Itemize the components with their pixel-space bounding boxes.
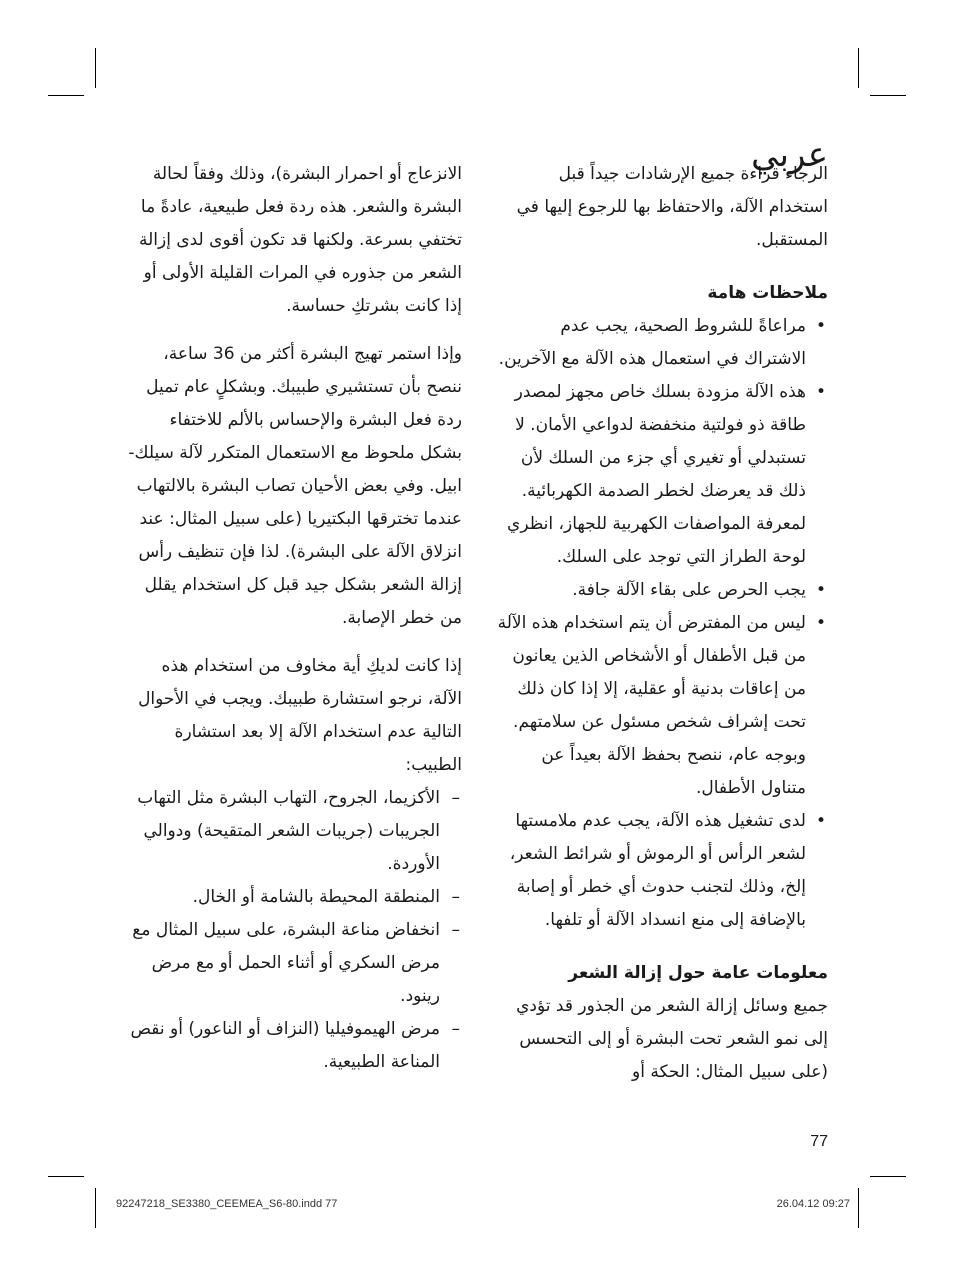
condition-text: المنطقة المحيطة بالشامة أو الخال. [192, 887, 440, 907]
right-column [494, 158, 828, 1089]
page-number: 77 [810, 1133, 828, 1150]
condition-text: الأكزيما، الجروح، التهاب البشرة مثل التهاب الجريبات (جريبات الشعر المتقيحة) ودوالي الأوردة. [137, 788, 440, 874]
note-text: لدى تشغيل هذه الآلة، يجب عدم ملامستها لشعر الرأس أو الرموش أو شرائط الشعر، إلخ، وذلك لتجنب حدوث أي خطر أو إصابة بالإضافة إلى منع انسداد الآلة أو تلفها. [509, 811, 806, 930]
irritation-paragraph: وإذا استمر تهيج البشرة أكثر من 36 ساعة، ننصح بأن تستشيري طبيبك. وبشكلٍ عام تميل ردة فعل البشرة والإحساس بالألم للاختفاء بشكل ملحوظ مع الاستعمال المتكرر لآلة سيلك-ابيل. وفي بعض الأحيان تصاب البشرة بالالتهاب عندما تخترقها البكتيريا (على سبيل المثال: عند انزلاق الآلة على البشرة). لذا فإن تنظيف رأس إزالة الشعر بشكل جيد قبل كل استخدام يقلل من خطر الإصابة. [128, 344, 462, 628]
footer-filename: 92247218_SE3380_CEEMEA_S6-80.indd 77 [116, 1198, 338, 1210]
list-item: • لدى تشغيل هذه الآلة، يجب عدم ملامستها لشعر الرأس أو الرموش أو شرائط الشعر، إلخ، وذلك لتجنب حدوث أي خطر أو إصابة بالإضافة إلى منع انسداد الآلة أو تلفها. [509, 811, 826, 930]
general-paragraph: جميع وسائل إزالة الشعر من الجذور قد تؤدي إلى نمو الشعر تحت البشرة أو إلى التحسس (على سبيل المثال: الحكة أو [516, 996, 828, 1082]
list-item: – المنطقة المحيطة بالشامة أو الخال. [192, 887, 460, 907]
left-column [128, 158, 462, 1079]
crop-mark [858, 48, 859, 88]
crop-mark [870, 1176, 906, 1177]
condition-text: انخفاض مناعة البشرة، على سبيل المثال مع مرض السكري أو أثناء الحمل أو مع مرض رينود. [132, 920, 440, 1006]
conditions-list [128, 782, 462, 1079]
crop-mark [48, 1176, 84, 1177]
notes-list [494, 310, 828, 937]
note-text: يجب الحرص على بقاء الآلة جافة. [572, 580, 806, 600]
footer-datetime: 26.04.12 09:27 [776, 1198, 850, 1210]
consult-paragraph: إذا كانت لديكِ أية مخاوف من استخدام هذه الآلة، نرجو استشارة طبيبك. ويجب في الأحوال التالية عدم استخدام الآلة إلا بعد استشارة الطبيب: [138, 656, 462, 775]
crop-mark [95, 1188, 96, 1228]
list-item: • هذه الآلة مزودة بسلك خاص مجهز لمصدر طاقة ذو فولتية منخفضة لدواعي الأمان. لا تستبدلي أو تغيري أي جزء من السلك لأن ذلك قد يعرضك لخطر الصدمة الكهربائية. لمعرفة المواصفات الكهربية للجهاز، انظري لوحة الطراز التي توجد على السلك. [507, 382, 826, 567]
note-text: ليس من المفترض أن يتم استخدام هذه الآلة من قبل الأطفال أو الأشخاص الذين يعانون من إعاقات بدنية أو عقلية، إلا إذا كان ذلك تحت إشراف شخص مسئول عن سلامتهم. وبوجه عام، ننصح بحفظ الآلة بعيداً عن متناول الأطفال. [497, 613, 806, 798]
general-heading: معلومات عامة حول إزالة الشعر [568, 963, 828, 983]
condition-text: مرض الهيموفيليا (النزاف أو الناعور) أو نقص المناعة الطبيعية. [130, 1019, 440, 1072]
crop-mark [858, 1188, 859, 1228]
crop-mark [95, 48, 96, 88]
note-text: مراعاةً للشروط الصحية، يجب عدم الاشتراك في استعمال هذه الآلة مع الآخرين. [498, 316, 806, 369]
note-text: هذه الآلة مزودة بسلك خاص مجهز لمصدر طاقة ذو فولتية منخفضة لدواعي الأمان. لا تستبدلي أو تغيري أي جزء من السلك لأن ذلك قد يعرضك لخطر الصدمة الكهربائية. لمعرفة المواصفات الكهربية للجهاز، انظري لوحة الطراز التي توجد على السلك. [507, 382, 806, 567]
list-item: • مراعاةً للشروط الصحية، يجب عدم الاشتراك في استعمال هذه الآلة مع الآخرين. [498, 316, 826, 369]
crop-mark [48, 95, 84, 96]
crop-mark [870, 95, 906, 96]
page-title: عربي [751, 134, 828, 175]
general-paragraph-continued: الانزعاج أو احمرار البشرة)، وذلك وفقاً لحالة البشرة والشعر. هذه ردة فعل طبيعية، عادةً ما تختفي بسرعة. ولكنها قد تكون أقوى لدى إزالة الشعر من جذوره في المرات القليلة الأولى أو إذا كانت بشرتكِ حساسة. [138, 164, 462, 316]
list-item: – انخفاض مناعة البشرة، على سبيل المثال مع مرض السكري أو أثناء الحمل أو مع مرض رينود. [132, 920, 460, 1006]
intro-paragraph: الرجاء قراءة جميع الإرشادات جيداً قبل استخدام الآلة، والاحتفاظ بها للرجوع إليها في المستقبل. [516, 164, 828, 250]
notes-heading: ملاحظات هامة [707, 283, 828, 303]
list-item: • ليس من المفترض أن يتم استخدام هذه الآلة من قبل الأطفال أو الأشخاص الذين يعانون من إعاقات بدنية أو عقلية، إلا إذا كان ذلك تحت إشراف شخص مسئول عن سلامتهم. وبوجه عام، ننصح بحفظ الآلة بعيداً عن متناول الأطفال. [497, 613, 826, 798]
list-item: • يجب الحرص على بقاء الآلة جافة. [572, 580, 826, 600]
list-item: – مرض الهيموفيليا (النزاف أو الناعور) أو نقص المناعة الطبيعية. [130, 1019, 460, 1072]
list-item: – الأكزيما، الجروح، التهاب البشرة مثل التهاب الجريبات (جريبات الشعر المتقيحة) ودوالي الأوردة. [137, 788, 460, 874]
